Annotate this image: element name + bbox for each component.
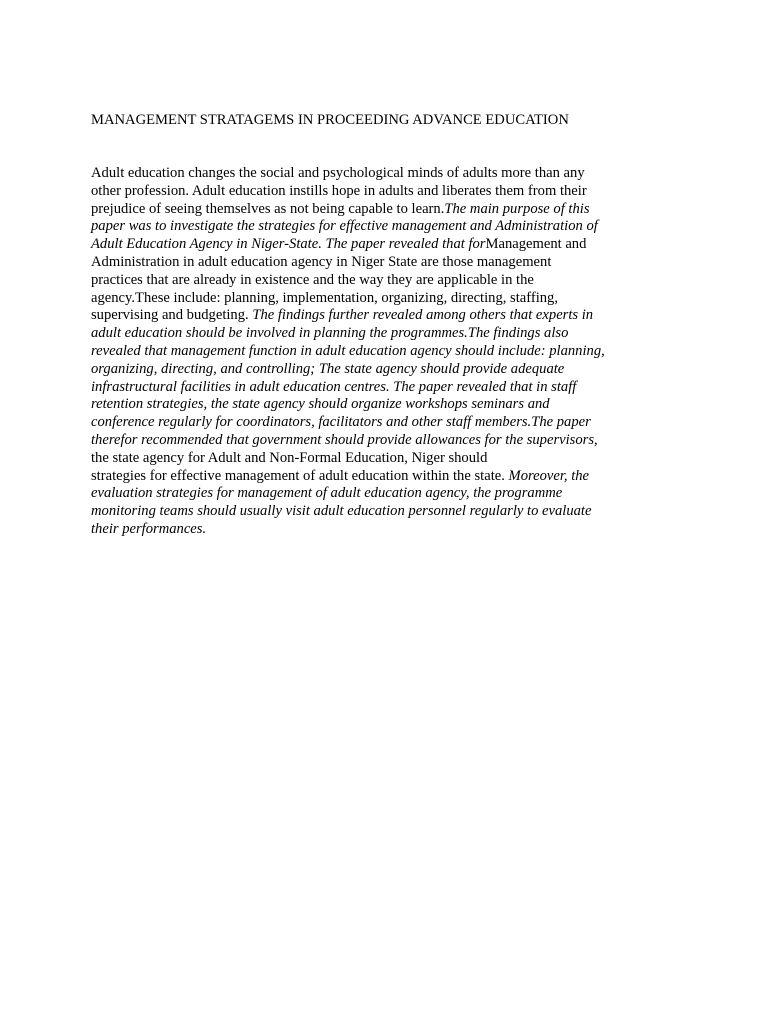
italic-text-run: The main purpose of this <box>444 200 590 217</box>
abstract-line <box>91 450 631 468</box>
abstract-line <box>91 361 631 379</box>
abstract-line <box>91 325 631 343</box>
abstract-line <box>91 468 631 486</box>
italic-text-run: organizing, directing, and controlling; The state agency should provide adequate <box>91 360 565 377</box>
italic-text-run: therefor recommended that government should provide allowances for the supervisors, <box>91 431 598 448</box>
italic-text-run: paper was to investigate the strategies for effective management and Administration of <box>91 218 598 235</box>
italic-text-run: adult education should be involved in planning the programmes.The findings also <box>91 325 569 342</box>
abstract-line <box>91 307 631 325</box>
text-run: Management and <box>485 236 587 253</box>
abstract-line <box>91 485 631 503</box>
document-title: MANAGEMENT STRATAGEMS IN PROCEEDING ADVANCE EDUCATION <box>91 112 569 128</box>
abstract-line <box>91 165 631 183</box>
abstract-line <box>91 218 631 236</box>
italic-text-run: The findings further revealed among others that experts in <box>252 307 594 324</box>
italic-text-run: monitoring teams should usually visit adult education personnel regularly to evaluate <box>91 503 592 520</box>
italic-text-run: infrastructural facilities in adult education centres. The paper revealed that in staff <box>91 378 577 395</box>
text-run: Adult education changes the social and psychological minds of adults more than any <box>91 165 585 181</box>
italic-text-run: evaluation strategies for management of adult education agency, the programme <box>91 485 563 502</box>
abstract-line <box>91 503 631 521</box>
abstract-paragraph <box>91 165 631 539</box>
text-run: other profession. Adult education instills hope in adults and liberates them from their <box>91 182 587 199</box>
abstract-line <box>91 290 631 308</box>
abstract-line <box>91 201 631 219</box>
abstract-line <box>91 414 631 432</box>
abstract-line <box>91 236 631 254</box>
abstract-line <box>91 254 631 272</box>
italic-text-run: revealed that management function in adult education agency should include: planning, <box>91 342 605 359</box>
abstract-line <box>91 379 631 397</box>
text-run: supervising and budgeting. <box>91 307 253 324</box>
italic-text-run: conference regularly for coordinators, facilitators and other staff members.The paper <box>91 414 591 431</box>
text-run: the state agency for Adult and Non-Formal Education, Niger should <box>91 449 488 466</box>
text-run: Administration in adult education agency in Niger State are those management <box>91 253 552 270</box>
abstract-line <box>91 396 631 414</box>
abstract-line <box>91 432 631 450</box>
text-run: agency.These include: planning, implementation, organizing, directing, staffing, <box>91 289 559 306</box>
abstract-line <box>91 343 631 361</box>
text-run: prejudice of seeing themselves as not being capable to learn. <box>91 200 445 217</box>
italic-text-run: their performances. <box>91 520 207 537</box>
italic-text-run: Adult Education Agency in Niger-State. The paper revealed that for <box>91 236 486 253</box>
abstract-line <box>91 521 631 539</box>
text-run: strategies for effective management of adult education within the state. <box>91 467 509 484</box>
abstract-line <box>91 183 631 201</box>
abstract-line <box>91 272 631 290</box>
italic-text-run: Moreover, the <box>508 467 590 484</box>
italic-text-run: retention strategies, the state agency should organize workshops seminars and <box>91 396 550 413</box>
text-run: practices that are already in existence and the way they are applicable in the <box>91 271 534 288</box>
